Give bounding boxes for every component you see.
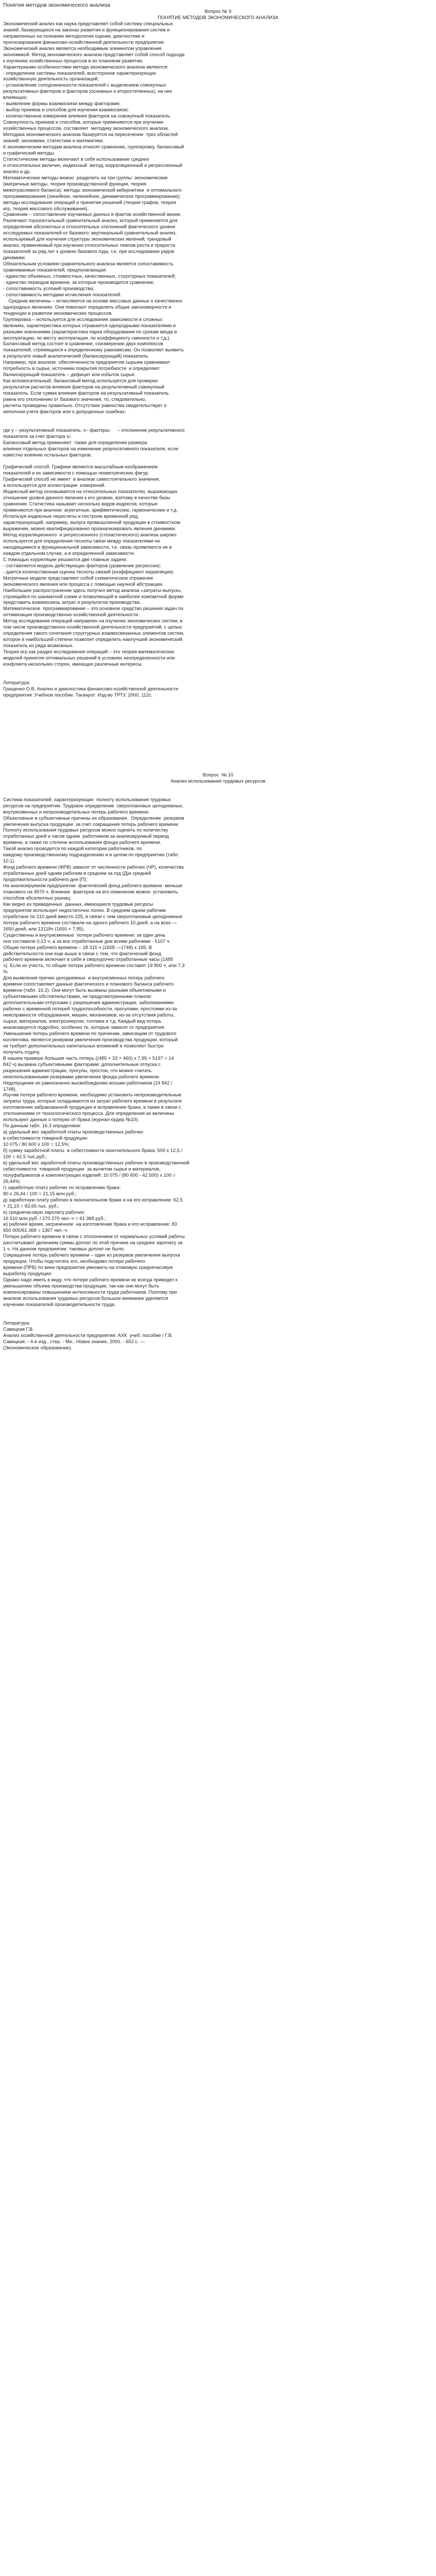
document-title: Понятия методов экономического анализа (3, 2, 110, 8)
text-line: Экономический анализ является необходимым элементом управления (3, 45, 162, 51)
text-line: к изучению хозяйственных процессов в их плановом развитии. (3, 58, 144, 63)
text-line: - единство объемных, стоимостных, качественных, структурных показателей; (3, 273, 176, 279)
text-line: предприятия: Учебное пособие. Таганрог: Изд-во ТРТУ, 2000, 112с. (3, 692, 153, 698)
text-line: Балансовый метод применяют также для определения размера (3, 439, 147, 445)
text-line: - определение системы показателей, всесторонне характеризующих (3, 70, 156, 76)
text-line: программирования (линейное, нелинейное, динамическое программирование); (3, 193, 181, 199)
text-line: показатель. Если сумма влияния факторов на результативный показатель (3, 391, 169, 396)
text-line: рабочих с временной потерей трудоспособности, прогулами, простоями из-за (3, 1006, 177, 1012)
text-line: Графический способ. Графики являются масштабным изображением (3, 464, 158, 470)
text-line: отношение уровня данного явления к его уровню, взятому в качестве базы (3, 495, 170, 501)
text-line: используют данные о потерях от брака (журнал-ордер №10). (3, 1117, 139, 1123)
text-line: балансирующий показатель – дефицит или избыток сырья. (3, 372, 136, 378)
text-line: действительности они еще выше в связи с тем, что фактический фонд (3, 951, 161, 956)
text-line: Как вспомогательный, балансовый метод используется для проверки (3, 378, 158, 384)
text-line: прогнозирования финансово-хозяйственной деятельности предприятия. (3, 39, 165, 45)
text-line: отработанных дней и часов одним работником за анализируемый период (3, 834, 169, 839)
text-line: Вопрос № 9 (204, 9, 232, 14)
text-line: Система показателей, характеризующих полноту использования трудовых (3, 796, 171, 802)
text-line: дополнительными отпусками с разрешения администрации, заболеваниями (3, 1000, 174, 1006)
text-line: используемый для изучения структуры экономических явлений; трендовый (3, 236, 171, 242)
text-line: 10.1). (3, 858, 15, 864)
text-line: предприятие использует недостаточно полно. В среднем одним рабочим (3, 907, 166, 913)
text-line: (Экономическое образование). (3, 1345, 73, 1350)
blank-line (3, 723, 433, 729)
text-line: анализ и др. (3, 168, 31, 174)
blank-line (3, 415, 433, 421)
text-line: Литература: (3, 1320, 30, 1326)
text-line: продукции. Чтобы подсчитать его, необходимо потери рабочего (3, 1259, 145, 1264)
blank-line (3, 785, 433, 791)
blank-line (3, 674, 433, 680)
text-line: Используя индексные пересчеты и построив временной ряд, (3, 514, 139, 519)
text-line: - сопоставимость условий производства; (3, 285, 95, 291)
text-line: Сокращение потерь рабочего времени – один из резервов увеличения выпуска (3, 1252, 180, 1258)
text-line: ч). Если их учесть, то общие потери рабочего времени составят 19 800 ч, или 7,3 (3, 963, 185, 969)
text-line: субъективными обстоятельствами, не предусмотренными планом: (3, 994, 152, 999)
text-line: компенсированы повышением интенсивности труда работников. Поэтому при (3, 1289, 177, 1295)
text-line: строящийся по шахматной схеме и позволяющий в наиболее компактной форме (3, 594, 184, 599)
text-line: определения абсолютных и относительных отклонений фактического уровня (3, 224, 176, 230)
text-line: Для выявления причин целодневных и внутрисменных потерь рабочего (3, 975, 165, 981)
text-line: Различают горизонтальный сравнительный анализ, который применяется для (3, 218, 178, 224)
text-line: времени сопоставляют данные фактического и планового баланса рабочего (3, 981, 174, 987)
text-line: показателей, стремящихся к определенному равновесию. Он позволяет выявить (3, 347, 184, 353)
blank-line (3, 791, 433, 797)
text-line: разрешения администрации, прогулы, простои, что можно считать (3, 1067, 152, 1073)
text-line: межотраслевого баланса); методы экономической кибернетики и оптимального (3, 187, 182, 193)
text-line: - единство периодов времени, за которые производится сравнение; (3, 279, 154, 285)
text-line: Математические методы можно разделить на три группы: экономические (3, 175, 168, 180)
text-line: потери рабочего времени составили на одного рабочего 10 дней, а на всех — (3, 920, 177, 925)
text-line: в результате новый аналитический (балансирующий) показатель. (3, 353, 149, 359)
text-line: тенденции в развитии экономических процессов. (3, 310, 113, 316)
text-line: ж) рабочее время, затраченное на изготовление брака и его исправление: 83 (3, 1222, 177, 1227)
text-line: 842 ч) вызвана субъективными факторами: дополнительные отпуска с (3, 1061, 161, 1067)
text-line: исследуемых показателей от базового; вертикальный сравнительный анализ, (3, 230, 177, 236)
text-line: коллектива, является резервом увеличения производства продукции, который (3, 1037, 178, 1042)
text-line: в) удельный вес заработной платы производственных рабочих в производственной (3, 1160, 189, 1165)
text-line: игр, теория массового обслуживания). (3, 206, 89, 211)
text-line: сырья, материалов, электроэнергии, топлива и т.д. Каждый вид потерь (3, 1019, 162, 1024)
text-line: 10 075 / 80 600 х 100 = 12,5%; (3, 1142, 70, 1147)
text-line: результатов расчетов влияния факторов на результативный совокупный (3, 384, 165, 390)
text-line: находящимися в функциональной зависимости, т.е. связь проявляется не в (3, 544, 172, 550)
text-line: 80 х 26,44 / 100 = 21,15 млн руб.; (3, 1191, 77, 1196)
text-line: Например, при анализе обеспеченности предприятия сырьем сравнивают (3, 360, 170, 365)
text-line: а) удельный вес заработной платы производственных рабочих (3, 1129, 144, 1135)
text-line: определения такого сочетания структурных взаимосвязанных элементов систем, (3, 631, 185, 636)
text-line: - выявление формы взаимосвязи между факторами; (3, 101, 121, 107)
text-line: неполном учете факторов или о допущенных ошибках: (3, 409, 126, 414)
text-line: явлениях, характеристика которых отражается однородными показателями и (3, 323, 176, 328)
text-line: себестоимости товарной продукции за вычетом сырья и материалов, (3, 1166, 161, 1172)
text-line: Фонд рабочего времени (ФРВ) зависит от численности рабочих (ЧР), количества (3, 865, 184, 870)
text-line: К экономическим методам анализа относят сравнение, группировку, балансовый (3, 144, 184, 149)
text-line: знаний: экономики, статистики и математики. (3, 138, 104, 144)
text-line: потребность в сырье, источники покрытия потребности и определяют (3, 366, 160, 371)
text-line: На анализируемом предприятии фактический фонд рабочего времени меньше (3, 883, 183, 889)
text-line: г) заработную плату рабочих по исправлению брака: (3, 1184, 121, 1190)
text-line: Группировка – используется для исследования зависимости в сложных (3, 316, 163, 322)
text-line: Объективные и субъективные причины их образования. Определение резервов (3, 815, 184, 821)
text-line: получить отдачу. (3, 1049, 41, 1055)
text-line: анализ, применяемый при изучении относительных темпов роста и прироста (3, 243, 176, 248)
text-line: Теория игр как раздел исследования операций – это теория математических (3, 649, 175, 655)
text-line: Методика экономического анализа базируется на пересечении трех областей (3, 132, 178, 138)
text-line: показателей за ряд лет к уровню базового года, т.е. при исследовании рядов (3, 249, 175, 255)
text-line: Савицкая. - 4-е изд., стер. - Мн.: Новое знание, 2000. - 652 с. — (3, 1338, 145, 1344)
text-line: Как видно из приведенных данных, имеющиеся трудовые ресурсы (3, 901, 153, 907)
text-line: известно влияние остальных факторов. (3, 452, 92, 457)
text-line: времени, а также по степени использования фонда рабочего времени. (3, 840, 162, 845)
text-line: направленных на познание методологии оценки, диагностики и (3, 33, 145, 39)
text-line: равна его отклонению от базового значения, то, следовательно, (3, 397, 146, 402)
text-line: 1 ч. На данном предприятии таковых доплат не было. (3, 1246, 125, 1252)
text-line: затраты труда, которые складываются из затрат рабочего времени в результате (3, 1098, 182, 1104)
text-line: расчеты проведены правильно. Отсутствие равенства свидетельствует о (3, 403, 167, 408)
text-line: увеличения выпуска продукции за счет сокращения потерь рабочего времени. (3, 821, 180, 827)
text-line: Недопущение их равнозначно высвобождению восьми работников (14 842 / (3, 1080, 172, 1086)
text-line: моделей принятия оптимальных решений в условиях неопределенности или (3, 655, 175, 661)
text-line: продолжительности рабочего дня (П): (3, 877, 88, 883)
text-line: динамики. (3, 255, 26, 261)
text-line: и графический методы. (3, 150, 56, 156)
text-line: способом абсолютных разниц: (3, 895, 72, 901)
text-line: Анализ хозяйственной деятельности предприятия: АХК учеб. пособие / Г.В. (3, 1332, 173, 1338)
text-line: в себестоимости товарной продукции: (3, 1136, 89, 1141)
text-line: ресурсов на предприятии. Трудовое определение сверхплановых целодневных, (3, 803, 184, 808)
text-line: Графический способ не имеет в анализе самостоятельного значения, (3, 477, 160, 482)
text-line: Уменьшение потерь рабочего времени по причинам, зависящим от трудового (3, 1030, 177, 1036)
text-line: показатель из ряда возможных. (3, 643, 74, 649)
text-line: результативных факторов и факторов (основных и второстепенных), на них (3, 89, 172, 94)
text-line: Метод корреляционного и регрессионного (стохастического) анализа широко (3, 532, 177, 537)
text-line: анализируется подробно, особенно те, которые зависят от предприятия. (3, 1024, 166, 1030)
text-line: Существенны и внутрисменные потери рабочего времени: за один день (3, 932, 166, 938)
text-line: не требует дополнительных капитальных вложений и позволяет быстро (3, 1043, 164, 1048)
text-line: где у – результативный показатель; х– факторы; – отклонение результативного (3, 427, 185, 433)
text-line: внутрисменных и непроизводительных потерь рабочего времени. (3, 809, 150, 815)
text-line: отработанных дней одним рабочим в среднем за год (Д)и средней (3, 871, 151, 876)
text-line: - составляется модель действующих факторов (уравнение регрессии); (3, 563, 161, 568)
text-line: влияющих; (3, 95, 28, 100)
text-line: экономического явления или процесса с помощью научной абстракции. (3, 581, 164, 587)
text-line: Экономический анализ как наука представляет собой систему специальных (3, 21, 173, 26)
blank-line (3, 729, 433, 735)
blank-line (3, 1314, 433, 1320)
text-line: Литература: (3, 680, 30, 685)
text-line: рабочего времени включает в себя и сверхурочно отработанные часы (1485 (3, 957, 173, 962)
text-line: - количественное измерение влияния факторов на совокупный показатель. (3, 113, 171, 119)
text-line: влияния отдельных факторов на изменение результативного показателя, если (3, 446, 179, 451)
text-line: выражении, можно квалифицированно проанализировать явления динамики. (3, 526, 177, 532)
blank-line (3, 699, 433, 705)
text-line: анализе использования трудовых ресурсов большое внимание уделяется (3, 1295, 168, 1301)
text-line: экономикой. Метод экономического анализа представляет собой способ подхода (3, 52, 185, 57)
text-line: хозяйственную деятельность организаций; (3, 76, 99, 82)
text-line: 100 = 62,5 тыс.руб.; (3, 1154, 47, 1159)
blank-line (3, 668, 433, 674)
text-line: С помощью корреляции решаются две главные задачи: (3, 556, 128, 562)
text-line: Изучив потери рабочего времени, необходимо установить непроизводительные (3, 1092, 182, 1098)
text-line: выработку продукции: (3, 1271, 53, 1277)
text-line: е) среднечасовую зарплату рабочих: (3, 1209, 85, 1215)
text-line: и относительных величин, индексный метод, корреляционный и регрессионный (3, 162, 183, 168)
blank-line (3, 705, 433, 711)
text-line: каждому производственному подразделению и в целом по предприятию (табл. (3, 852, 179, 858)
text-line: знаний, базирующихся на законах развития и функционирования систем и (3, 27, 170, 32)
text-line: (матричные методы, теория производственной функции, теория (3, 181, 146, 187)
text-line: хозяйственных процессов, составляет методику экономического анализа. (3, 126, 169, 131)
text-line: отработано по 210 дней вместо 225, в связи с чем сверхплановые целодневные (3, 913, 183, 919)
text-line: Анализ использования трудовых ресурсов (170, 778, 266, 784)
text-line: д) заработную плату рабочих в окончательном браке и на его исправление: 62,5 (3, 1197, 183, 1202)
blank-line (3, 1308, 433, 1314)
text-line: - дается количественная оценка тесноты связей (коэффициент корреляции). (3, 569, 175, 574)
text-line: однородных явлениях. Они помогают определить общие закономерности и (3, 304, 171, 310)
text-line: Сравнение – сопоставление изучаемых данных и фактов хозяйственной жизни. (3, 212, 182, 217)
text-line: сравнения. Статистика называет несколько видов индексов, которые (3, 501, 158, 507)
blank-line (3, 735, 433, 741)
text-line: полуфабрикатов и комплектующих изделий: 10 075 / (80 600 - 42 500) х 100 = (3, 1172, 176, 1178)
text-line: показателя за счет фактора хi. (3, 433, 72, 439)
text-line: %. (3, 969, 9, 975)
text-line: том числе производственно-хозяйственной деятельности предприятий, с целью (3, 624, 182, 630)
blank-line (3, 741, 433, 748)
text-line: неиспользованными резервами увеличения фонда рабочего времени. (3, 1074, 161, 1079)
text-line: они составили 0,13 ч, а за все отработанные дни всеми рабочими - 5107 ч. (3, 938, 171, 944)
text-line: Математическое программирование – это основное средство решения задач по (3, 606, 184, 612)
text-line: Метод исследования операций направлен на изучение экономических систем, в (3, 618, 183, 624)
text-line: планового на 9970 ч. Влияние факторов на его изменение можно установить (3, 889, 178, 894)
text-line: времени (ПРВ) по вине предприятия умножить на плановую среднечасовую (3, 1265, 173, 1270)
text-line: 26,44%; (3, 1178, 21, 1184)
text-line: уменьшению объема производства продукции, так как они могут быть (3, 1283, 160, 1289)
text-line: 1748). (3, 1086, 17, 1092)
text-line: Вопрос № 10 (202, 772, 234, 777)
blank-line (3, 421, 433, 428)
text-line: Обязательным условием сравнительного анализа является сопоставимость (3, 261, 173, 267)
text-line: времени (табл. 16.2). Они могут быть вызваны разными объективными и (3, 988, 166, 993)
text-line: 1650 дней, или 13118ч (1650 × 7,95). (3, 926, 85, 931)
text-line: Индексный метод основывается на относительных показателях, выражающих (3, 489, 178, 495)
blank-line (3, 754, 433, 760)
text-line: В нашем примере большая часть потерь ((485 + 33 + 460) х 7,95 + 5197 = 14 (3, 1055, 174, 1061)
text-line: отклонениями от технологического процесса. Для определения их величины (3, 1111, 175, 1116)
text-line: рассчитывают делением суммы доплат по этой причине на среднее зарплату за (3, 1240, 183, 1246)
text-line: Статистические методы включают в себя использование средних (3, 156, 149, 162)
text-line: конфликта нескольких сторон, имеющих различные интересы. (3, 661, 143, 667)
text-line: оптимизации производственно-хозяйственной деятельности. (3, 612, 139, 618)
text-line: представить взаимосвязь затрат и результатов производства. (3, 600, 141, 605)
text-line: Балансовый метод состоит в сравнении, соизмерении двух комплексов (3, 341, 163, 347)
text-line: методы исследования операций и принятия решений (теория графов, теория (3, 199, 177, 205)
text-line: которое в наибольшей степени позволит определить наилучший экономический (3, 637, 183, 642)
text-line: каждом отдельном случае, а в определенной зависимости. (3, 550, 135, 556)
blank-line (3, 711, 433, 717)
text-line: эксплуатацию, по месту эксплуатации, по коэффициенту сменности и т.д.). (3, 335, 171, 341)
text-line: - выбор приемов и способов для изучения взаимосвязи; (3, 107, 129, 113)
text-line: сравниваемых показателей, предполагающая: (3, 267, 107, 273)
text-line: Савицкая Г.В. (3, 1326, 34, 1332)
blank-line (3, 766, 433, 772)
text-line: Однако надо иметь в виду, что потери рабочего времени не всегда приводят к (3, 1277, 178, 1283)
blank-line (3, 717, 433, 723)
text-line: + 21,15 = 83,65 тыс. руб.; (3, 1203, 59, 1209)
text-line: - сопоставимость методики исчисления показателей. (3, 292, 121, 297)
text-line: 16 510 млн.руб. / 270 270 чел.-ч = 61 368 руб.; (3, 1215, 106, 1221)
text-line: 650 000/61 368 = 1367 чел.-ч. (3, 1228, 68, 1233)
text-line: Наибольшее распространение здесь получил метод анализа «затраты-выпуск», (3, 587, 182, 593)
text-line: изготовления забракованной продукции и исправления брака, а также в связи с (3, 1105, 181, 1110)
text-line: Матричные модели представляют собой схематическое отражение (3, 575, 153, 581)
text-line: Гращенко О.В. Анализ и диагностика финансово-хозяйственной деятельности (3, 686, 179, 691)
text-line: Общие потери рабочего времени – 18 315 ч (1658 —1748) х 165. В (3, 944, 152, 950)
text-line: Полноту использования трудовых ресурсов можно оценить по количеству (3, 827, 168, 833)
text-line: а используется для иллюстрации измерений. (3, 483, 106, 488)
text-line: ПОНЯТИЕ МЕТОДОВ ЭКОНОМИЧЕСКОГО АНАЛИЗА (158, 14, 278, 20)
blank-line (3, 748, 433, 754)
text-line: характеризующий, например, выпуск промышленной продукции в стоимостном (3, 520, 181, 526)
blank-line (3, 760, 433, 766)
text-line: используется для определения тесноты связи между показателями не (3, 538, 160, 544)
blank-line (3, 459, 433, 465)
text-line: показателей и их зависимости с помощью геометрических фигур. (3, 470, 150, 476)
text-line: разными значениями (характеристика парка оборудования по срокам ввода в (3, 329, 177, 334)
text-line: По данным табл. 16.3 определяем: (3, 1123, 81, 1129)
text-line: неисправности оборудования, машин, механизмов, из-за отсутствия работы, (3, 1012, 175, 1018)
text-line: изучению показателей производительности труда. (3, 1301, 116, 1307)
text-line: Потери рабочего времени в связи с отклонением от нормальных условий работы (3, 1234, 185, 1240)
text-line: применяются при анализе: агрегатные, арифметические, гармонические и т.д. (3, 507, 178, 513)
text-line: Совокупность приемов и способов, которые применяются при изучении (3, 120, 164, 125)
text-line: - установление соподчиненности показателей с выделением совокупных (3, 82, 166, 88)
text-line: Такой анализ проводится по каждой категории работников, по (3, 846, 142, 852)
text-line: б) сумму заработной платы в себестоимости окончательного брака: 500 х 12,5 / (3, 1148, 183, 1154)
text-line: Средние величины – исчисляются на основе массовых данных о качественно (3, 298, 182, 303)
text-line: Характерными особенностями метода экономического анализа являются: (3, 64, 169, 70)
